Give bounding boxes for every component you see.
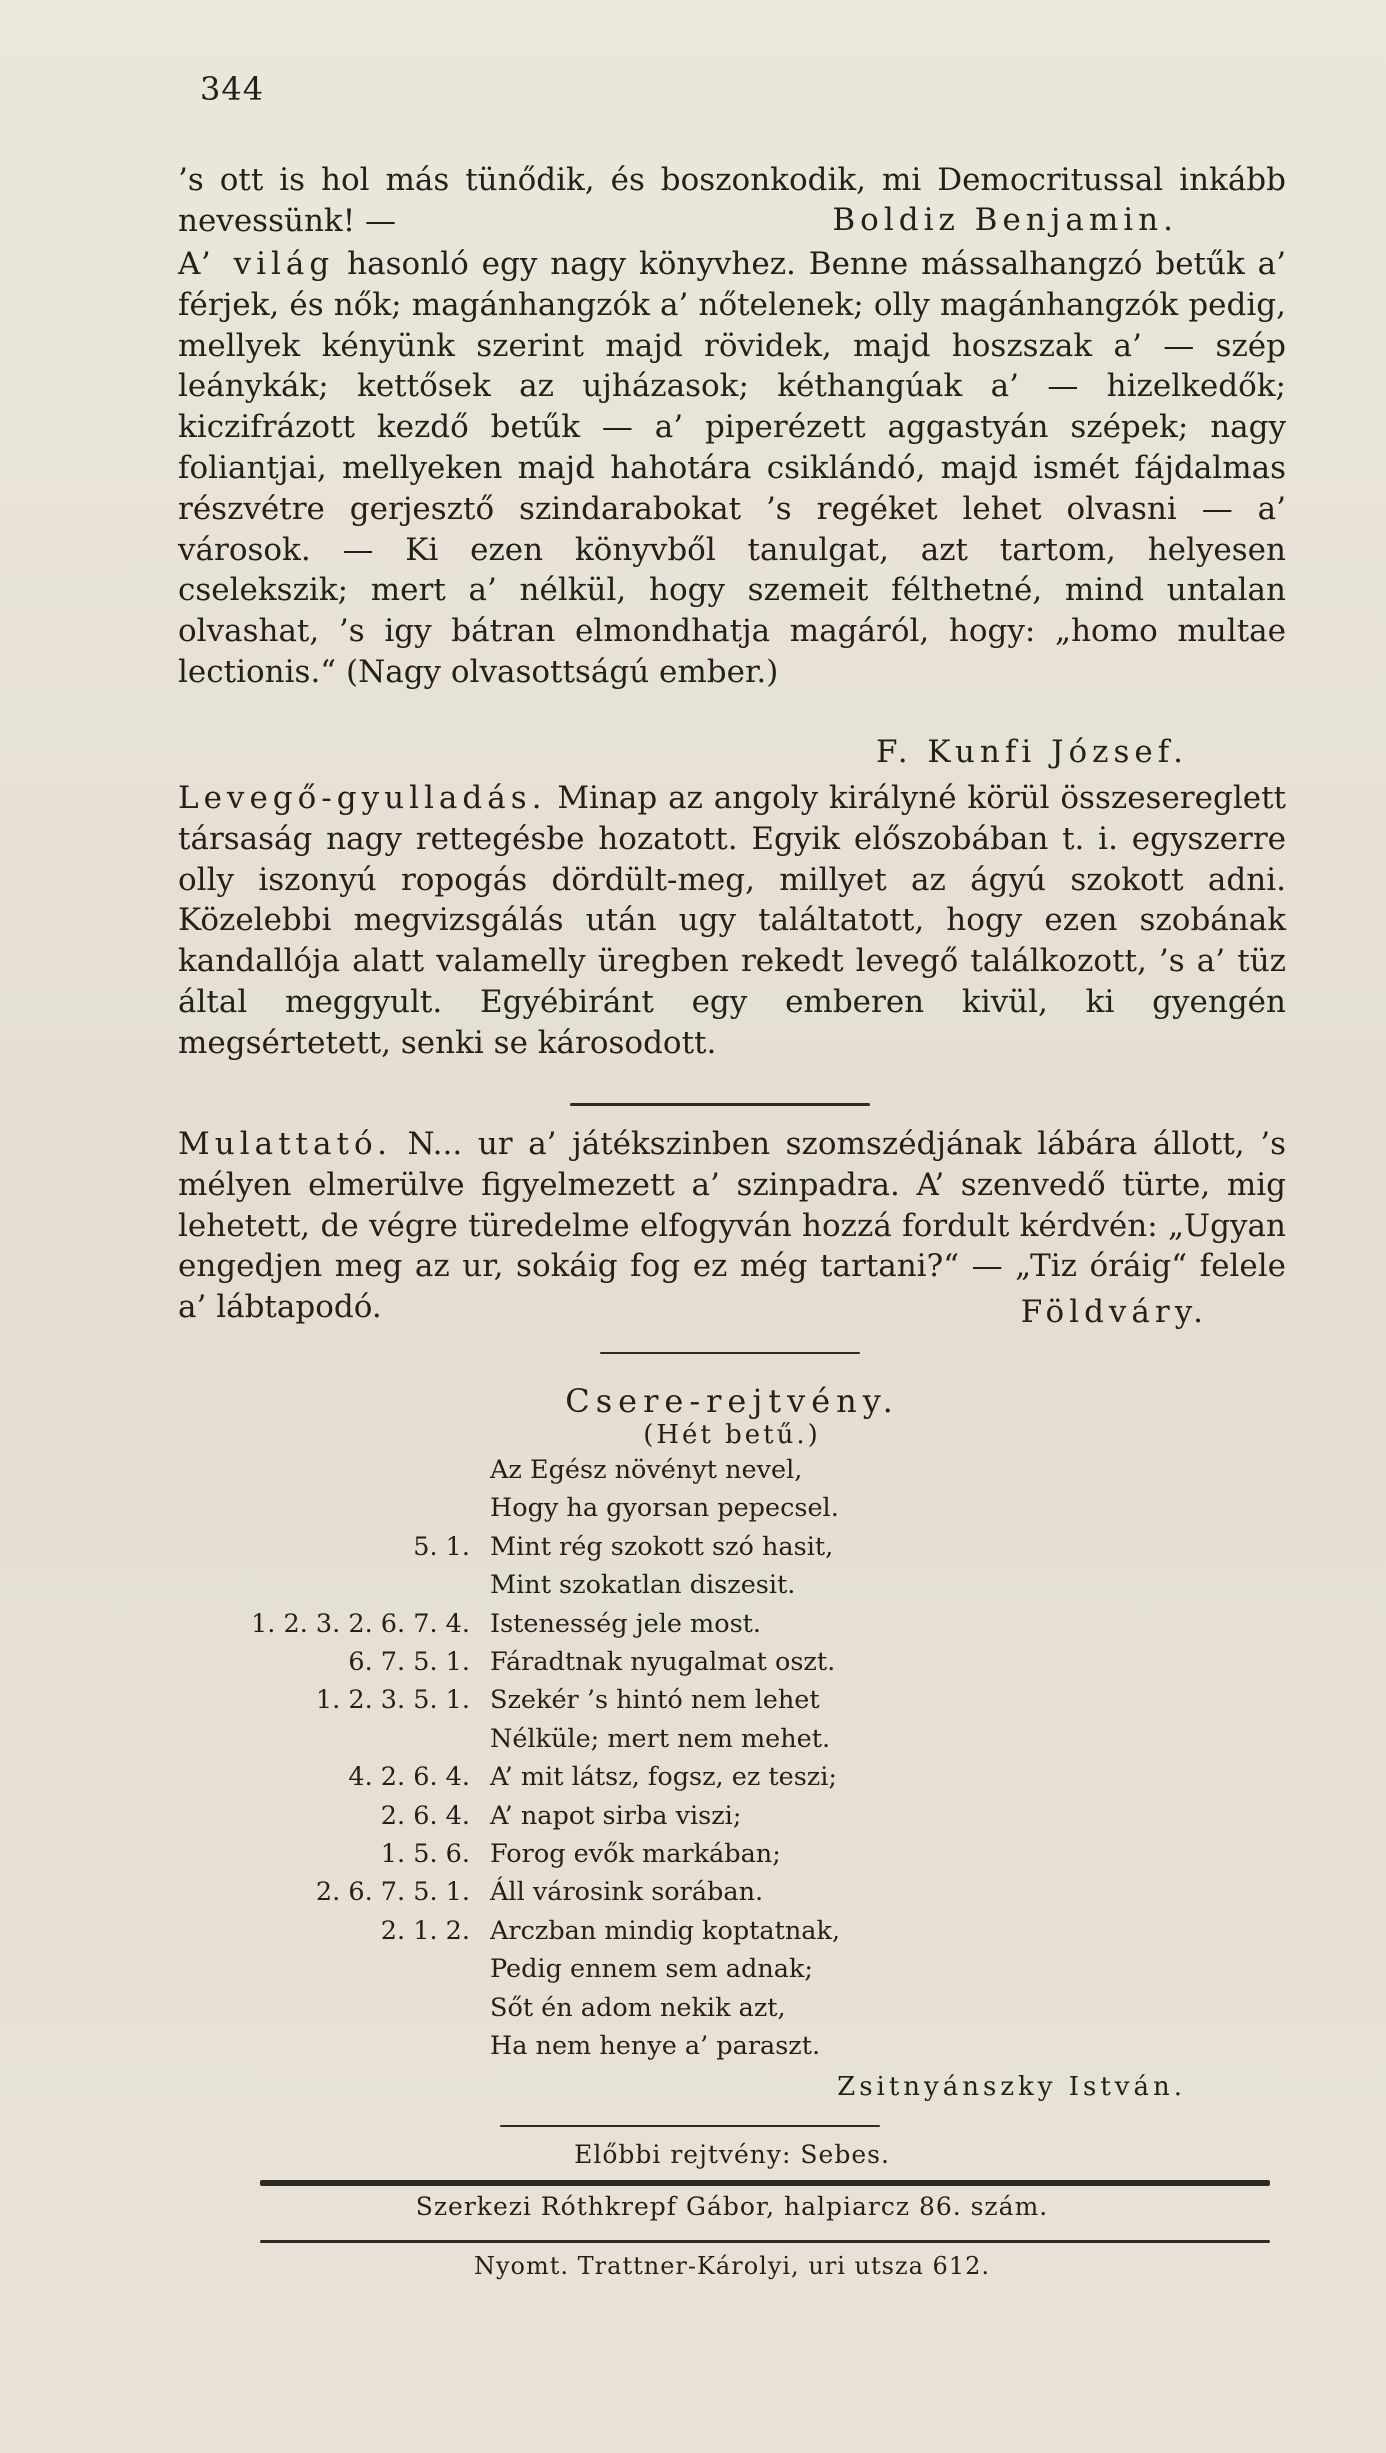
verse-line-numbers: 2. 1. 2.	[380, 1915, 470, 1946]
verse-line-numbers: 2. 6. 4.	[380, 1800, 470, 1831]
verse-line-text: Az Egész növényt nevel,	[490, 1455, 803, 1485]
puzzle-title: Csere-rejtvény.	[565, 1382, 899, 1420]
verse-line-numbers: 1. 5. 6.	[380, 1839, 470, 1869]
verse-line-numbers: 5. 1.	[413, 1531, 470, 1562]
verse-line-text: Mint rég szokott szó hasit,	[490, 1531, 834, 1562]
verse-line-numbers: 6. 7. 5. 1.	[348, 1647, 470, 1677]
editor-line: Szerkezi Róthkrepf Gábor, halpiarcz 86. szám.	[415, 2192, 1049, 2221]
verse-line-text: Áll városink sorában.	[490, 1877, 764, 1908]
paragraph-4-text: N... ur a’ játékszinben szomszédjának lábára állott, ’s mélyen elmerülve figyelmezett a’ szinpadra. A’ szenvedő türte, mig lehetett, de végre türedelme elfogyván hozzá fordult kérdvén: „Ugyan engedjen meg az ur, sokáig fog ez még tartani?“ — „Tiz óráig“ felele a’ lábtapodó.	[178, 1126, 1286, 1326]
verse-line-text: A’ mit látsz, fogsz, ez teszi;	[490, 1762, 837, 1793]
signature-kunfi: F. Kunfi József.	[876, 734, 1188, 770]
printer-line: Nyomt. Trattner-Károlyi, uri utsza 612.	[474, 2252, 990, 2280]
verse-line-text: Nélküle; mert nem mehet.	[490, 1723, 831, 1754]
verse-line-text: Sőt én adom nekik azt,	[490, 1992, 786, 2023]
paragraph-3-lead: Levegő-gyulladás.	[178, 780, 547, 816]
paragraph-1-text: ’s ott is hol más tünődik, és boszonkodik, mi Democritussal inkább nevessünk! —	[178, 162, 1286, 239]
footer-rule	[260, 2240, 1270, 2243]
paragraph-2-text: hasonló egy nagy könyvhez. Benne mássalhangzó betűk a’ férjek, és nők; magánhangzók a’ nőtelenek; olly magánhangzók pedig, mellyek kényünk szerint majd rövidek, majd hoszszak a’ — szép leánykák; kettősek az ujházasok; kéthangúak a’ — hizelkedők; kiczifrázott kezdő betűk — a’ piperézett aggastyán szépek; nagy foliantjai, mellyeken majd hahotára csiklándó, majd ismét fájdalmas részvétre gerjesztő szindarabokat ’s regéket lehet olvasni — a’ városok. — Ki ezen könyvből tanulgat, azt tartom, helyesen cselekszik; mert a’ nélkül, hogy szemeit félthetné, mind untalan olvashat, ’s igy bátran elmondhatja magáról, hogy: „homo multae lectionis.“ (Nagy olvasottságú ember.)	[178, 246, 1286, 690]
verse-line-text: Forog evők markában;	[490, 1839, 781, 1869]
signature-boldiz: Boldiz Benjamin.	[832, 202, 1178, 238]
separator-rule-2	[600, 1352, 860, 1354]
paragraph-2	[178, 244, 1286, 693]
signature-zsitnyanszky: Zsitnyánszky István.	[837, 2072, 1186, 2102]
paragraph-3	[178, 778, 1286, 1064]
verse-line-numbers: 1. 2. 3. 2. 6. 7. 4.	[251, 1608, 470, 1639]
verse-line-text: Hogy ha gyorsan pepecsel.	[490, 1493, 839, 1524]
verse-line-text: Szekér ’s hintó nem lehet	[490, 1685, 820, 1716]
verse-line-text: Mint szokatlan diszesit.	[490, 1570, 796, 1601]
page-number: 344	[200, 70, 265, 108]
verse-line-text: Istenesség jele most.	[490, 1608, 762, 1639]
separator-rule	[570, 1103, 870, 1106]
verse-line-numbers: 2. 6. 7. 5. 1.	[315, 1877, 470, 1908]
footer-rule-thick	[260, 2180, 1270, 2186]
verse-line-text: A’ napot sirba viszi;	[490, 1800, 742, 1831]
verse-line-text: Ha nem henye a’ paraszt.	[490, 2031, 821, 2061]
paragraph-4-lead: Mulattató.	[178, 1126, 392, 1162]
verse-line-text: Fáradtnak nyugalmat oszt.	[490, 1647, 836, 1677]
signature-foldvary: Földváry.	[1020, 1294, 1208, 1330]
verse-line-numbers: 1. 2. 3. 5. 1.	[315, 1685, 470, 1716]
previous-puzzle-answer: Előbbi rejtvény: Sebes.	[574, 2140, 890, 2169]
verse-line-text: Arczban mindig koptatnak,	[490, 1915, 841, 1946]
paragraph-3-text: Minap az angoly királyné körül összesereglett társaság nagy rettegésbe hozatott. Egyik előszobában t. i. egyszerre olly iszonyú ropogás dördült-meg, millyet az ágyú szokott adni. Közelebbi megvizsgálás után ugy találtatott, hogy ezen szobának kandallója alatt valamelly üregben rekedt levegő találkozott, ’s a’ tüz által meggyult. Egyébiránt egy emberen kivül, ki gyengén megsértetett, senki se károsodott.	[178, 780, 1286, 1061]
puzzle-subtitle: (Hét betű.)	[643, 1420, 821, 1450]
verse-line-text: Pedig ennem sem adnak;	[490, 1954, 813, 1985]
separator-rule-3	[500, 2125, 880, 2127]
verse-line-numbers: 4. 2. 6. 4.	[348, 1762, 470, 1793]
paragraph-2-lead: A’ világ	[178, 246, 335, 282]
